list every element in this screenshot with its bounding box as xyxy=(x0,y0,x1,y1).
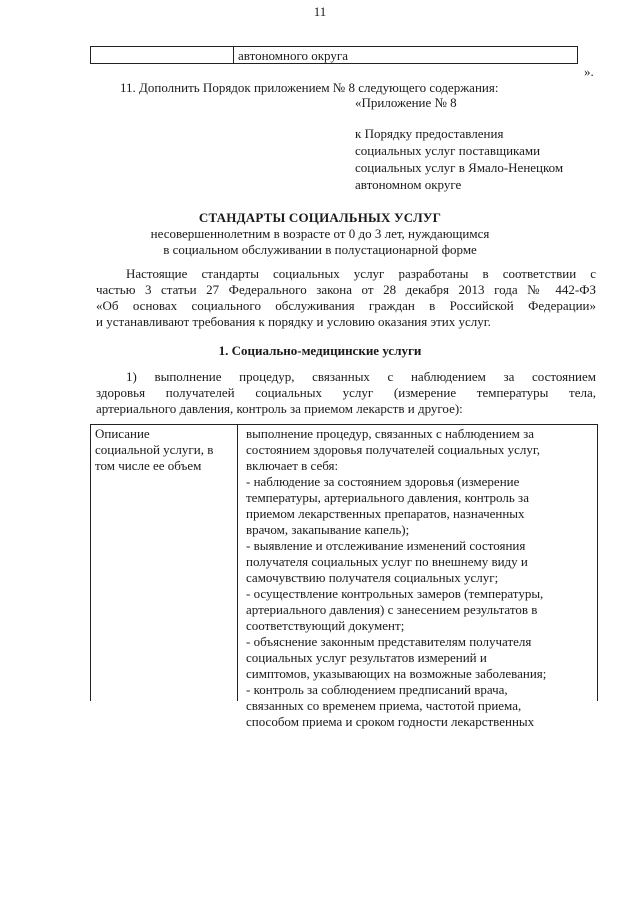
intro-paragraph xyxy=(96,266,596,330)
annex-line: социальных услуг в Ямало-Ненецком xyxy=(355,160,564,175)
para-line: 1) выполнение процедур, связанных с наблюдением за состоянием xyxy=(126,369,596,384)
service-standard-table xyxy=(90,424,598,729)
content-line: социальных услуг результатов измерений и xyxy=(246,650,487,665)
label-line: Описание xyxy=(95,426,150,441)
annex-line: автономном округе xyxy=(355,177,462,192)
subtitle-line: в социальном обслуживании в полустационарной форме xyxy=(163,242,477,257)
item-11-text: 11. Дополнить Порядок приложением № 8 следующего содержания: xyxy=(120,80,499,95)
top-table-fragment xyxy=(90,46,578,64)
content-line: - контроль за соблюдением предписаний врача, xyxy=(246,682,508,697)
intro-line: и устанавливают требования к порядку и условию оказания этих услуг. xyxy=(96,314,491,329)
content-line: - осуществление контрольных замеров (температуры, xyxy=(246,586,544,601)
intro-line: Настоящие стандарты социальных услуг разработаны в соответствии с xyxy=(126,266,596,281)
annex-line: к Порядку предоставления xyxy=(355,126,504,141)
top-table-border-right xyxy=(577,47,578,63)
para-line: артериального давления, контроль за приемом лекарств и другое): xyxy=(96,401,463,416)
table-label-cell xyxy=(95,426,235,474)
annex-line: социальных услуг поставщиками xyxy=(355,143,541,158)
content-line: температуры, артериального давления, контроль за xyxy=(246,490,529,505)
content-line: - объяснение законным представителям получателя xyxy=(246,634,532,649)
content-line: врачом, закапывание капель); xyxy=(246,522,410,537)
content-line: получателя социальных услуг по внешнему виду и xyxy=(246,554,528,569)
table-content-cell xyxy=(246,426,591,730)
top-table-cell-text: автономного округа xyxy=(238,48,348,63)
content-line: самочувствию получателя социальных услуг; xyxy=(246,570,499,585)
service-1-paragraph xyxy=(96,369,596,417)
closing-quote: ». xyxy=(584,64,594,79)
content-line: приемом лекарственных препаратов, назначенных xyxy=(246,506,525,521)
annex-reference xyxy=(355,125,563,193)
content-line: выполнение процедур, связанных с наблюдением за xyxy=(246,426,534,441)
intro-line: «Об основах социального обслуживания граждан в Российской Федерации» xyxy=(96,298,596,313)
intro-line: частью 3 статьи 27 Федерального закона от 28 декабря 2013 года № 442-ФЗ xyxy=(96,282,596,297)
content-line: связанных со временем приема, частотой приема, xyxy=(246,698,522,713)
label-line: том числе ее объем xyxy=(95,458,202,473)
section-heading: 1. Социально-медицинские услуги xyxy=(218,343,422,358)
annex-label: «Приложение № 8 xyxy=(355,95,457,110)
para-line: здоровья получателей социальных услуг (измерение температуры тела, xyxy=(96,385,596,400)
page-number: 11 xyxy=(313,4,327,19)
document-title: СТАНДАРТЫ СОЦИАЛЬНЫХ УСЛУГ xyxy=(198,210,442,225)
content-line: способом приема и сроком годности лекарственных xyxy=(246,714,535,729)
label-line: социальной услуги, в xyxy=(95,442,214,457)
content-line: - выявление и отслеживание изменений состояния xyxy=(246,538,526,553)
content-line: включает в себя: xyxy=(246,458,339,473)
content-line: - наблюдение за состоянием здоровья (измерение xyxy=(246,474,520,489)
content-line: соответствующий документ; xyxy=(246,618,405,633)
table-column-divider xyxy=(237,425,238,701)
content-line: состоянием здоровья получателей социальных услуг, xyxy=(246,442,541,457)
top-table-border-left xyxy=(90,47,91,63)
subtitle-line: несовершеннолетним в возрасте от 0 до 3 лет, нуждающимся xyxy=(150,226,490,241)
content-line: симптомов, указывающих на возможные заболевания; xyxy=(246,666,547,681)
content-line: артериального давления) с занесением результатов в xyxy=(246,602,538,617)
document-subtitle xyxy=(0,226,640,258)
top-table-divider xyxy=(233,47,234,63)
